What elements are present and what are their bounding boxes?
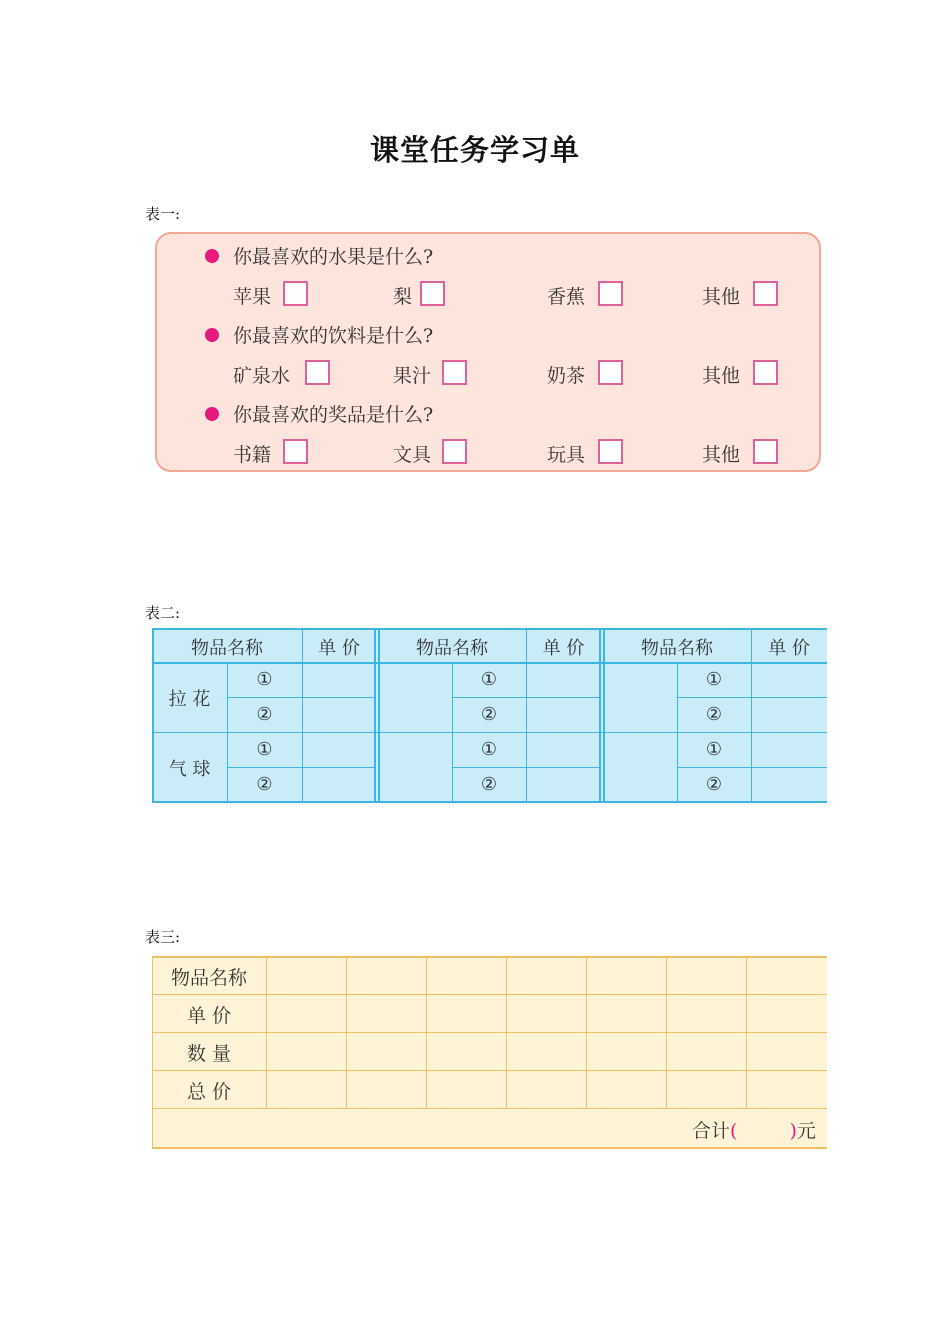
option-label: 玩具 bbox=[547, 444, 586, 466]
row-header: 单 价 bbox=[186, 1005, 232, 1027]
item-number: ② bbox=[256, 774, 273, 795]
option-checkbox[interactable] bbox=[753, 439, 778, 464]
item-number: ② bbox=[480, 774, 498, 795]
total-sum bbox=[692, 1116, 827, 1143]
table2-label: 表二: bbox=[145, 604, 181, 622]
page-title: 课堂任务学习单 bbox=[369, 133, 580, 167]
item-number: ① bbox=[705, 739, 723, 760]
option-label: 苹果 bbox=[233, 286, 272, 308]
open-paren: ( bbox=[730, 1120, 738, 1142]
option-label: 梨 bbox=[393, 286, 413, 308]
option-checkbox[interactable] bbox=[753, 281, 778, 306]
item-number: ② bbox=[705, 774, 723, 795]
row-header: 总 价 bbox=[186, 1081, 232, 1103]
bullet-icon bbox=[205, 328, 219, 342]
row-header: 物品名称 bbox=[170, 967, 247, 989]
option-checkbox[interactable] bbox=[283, 439, 308, 464]
header-item-name: 物品名称 bbox=[641, 638, 713, 659]
item-number: ② bbox=[256, 704, 273, 725]
item-number: ① bbox=[256, 669, 273, 690]
total-prefix: 合计 bbox=[692, 1120, 731, 1142]
option-label: 矿泉水 bbox=[233, 365, 291, 387]
total-suffix: 元 bbox=[796, 1120, 816, 1142]
option-label: 奶茶 bbox=[547, 365, 586, 387]
option-checkbox[interactable] bbox=[442, 439, 467, 464]
option-label: 文具 bbox=[393, 444, 432, 466]
option-checkbox[interactable] bbox=[598, 360, 623, 385]
question-1: 你最喜欢的水果是什么? bbox=[233, 246, 434, 268]
header-item-name: 物品名称 bbox=[191, 638, 263, 659]
item-number: ① bbox=[705, 669, 723, 690]
item-number: ① bbox=[480, 739, 498, 760]
question-2: 你最喜欢的饮料是什么? bbox=[233, 325, 434, 347]
option-checkbox[interactable] bbox=[598, 439, 623, 464]
item-number: ① bbox=[480, 669, 498, 690]
close-paren: ) bbox=[789, 1120, 797, 1142]
total-table bbox=[152, 956, 827, 1149]
header-unit-price: 单 价 bbox=[542, 638, 585, 659]
bullet-icon bbox=[205, 407, 219, 421]
group-name: 气 球 bbox=[168, 759, 211, 780]
table1-label: 表一: bbox=[145, 205, 181, 223]
option-label: 书籍 bbox=[233, 444, 272, 466]
option-label: 其他 bbox=[702, 365, 741, 387]
group-name: 拉 花 bbox=[168, 689, 211, 710]
option-label: 其他 bbox=[702, 444, 741, 466]
option-checkbox[interactable] bbox=[305, 360, 330, 385]
item-number: ① bbox=[256, 739, 273, 760]
option-checkbox[interactable] bbox=[283, 281, 308, 306]
bullet-icon bbox=[205, 249, 219, 263]
option-label: 果汁 bbox=[393, 365, 432, 387]
option-label: 香蕉 bbox=[547, 286, 586, 308]
table3-label: 表三: bbox=[145, 928, 181, 946]
survey-card bbox=[155, 232, 821, 472]
header-unit-price: 单 价 bbox=[768, 638, 810, 659]
header-unit-price: 单 价 bbox=[318, 638, 360, 659]
option-checkbox[interactable] bbox=[753, 360, 778, 385]
row-header: 数 量 bbox=[186, 1043, 232, 1065]
item-number: ② bbox=[705, 704, 723, 725]
question-3: 你最喜欢的奖品是什么? bbox=[233, 404, 434, 426]
price-table bbox=[152, 628, 827, 803]
option-label: 其他 bbox=[702, 286, 741, 308]
option-checkbox[interactable] bbox=[598, 281, 623, 306]
item-number: ② bbox=[480, 704, 498, 725]
option-checkbox[interactable] bbox=[420, 281, 445, 306]
option-checkbox[interactable] bbox=[442, 360, 467, 385]
header-item-name: 物品名称 bbox=[416, 638, 488, 659]
